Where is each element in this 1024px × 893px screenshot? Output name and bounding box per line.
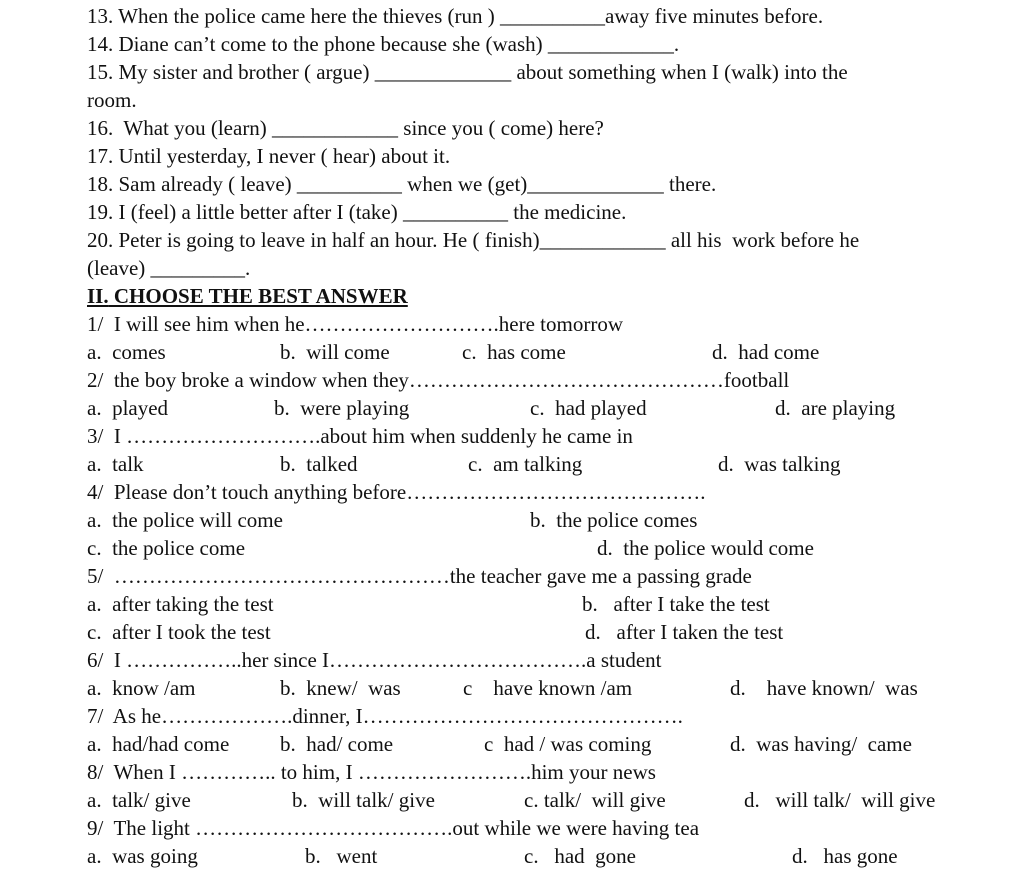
question-4-option-d: d. the police would come [597, 536, 814, 560]
question-2-option-d: d. are playing [775, 396, 896, 420]
exercise-line-20: 20. Peter is going to leave in half an hour. He ( finish)____________ all his work before he [87, 228, 860, 252]
exercise-line-20-cont: (leave) _________. [87, 256, 251, 280]
question-8-stem: 8/ When I ………….. to him, I …………………….him your news [87, 760, 656, 784]
exercise-line-13: 13. When the police came here the thieves (run ) __________away five minutes before. [87, 4, 824, 28]
question-9-stem: 9/ The light ……………………………….out while we were having tea [87, 816, 700, 840]
question-6-stem: 6/ I ……………..her since I……………………………….a student [87, 648, 662, 672]
question-7-option-a: a. had/had come [87, 732, 230, 756]
question-8-option-b: b. will talk/ give [292, 788, 435, 812]
question-6-option-a: a. know /am [87, 676, 196, 700]
question-9-option-d: d. has gone [792, 844, 898, 868]
question-3-option-c: c. am talking [468, 452, 583, 476]
question-5-option-b: b. after I take the test [582, 592, 770, 616]
question-3-option-b: b. talked [280, 452, 358, 476]
question-4-option-c: c. the police come [87, 536, 246, 560]
question-2-option-b: b. were playing [274, 396, 410, 420]
question-9-option-b: b. went [305, 844, 378, 868]
question-8-option-d: d. will talk/ will give [744, 788, 936, 812]
question-4-option-b: b. the police comes [530, 508, 698, 532]
exercise-line-15: 15. My sister and brother ( argue) _____________ about something when I (walk) into the [87, 60, 848, 84]
question-2-option-a: a. played [87, 396, 169, 420]
question-4-option-a: a. the police will come [87, 508, 283, 532]
exercise-line-17: 17. Until yesterday, I never ( hear) about it. [87, 144, 451, 168]
exercise-line-14: 14. Diane can’t come to the phone because she (wash) ____________. [87, 32, 680, 56]
question-8-option-a: a. talk/ give [87, 788, 191, 812]
section-number: II. [87, 284, 109, 308]
question-5-option-d: d. after I taken the test [585, 620, 784, 644]
question-1-option-d: d. had come [712, 340, 820, 364]
question-3-option-a: a. talk [87, 452, 144, 476]
question-7-option-d: d. was having/ came [730, 732, 912, 756]
question-4-stem: 4/ Please don’t touch anything before……………………………………. [87, 480, 706, 504]
question-6-option-d: d. have known/ was [730, 676, 918, 700]
question-6-option-c: c have known /am [463, 676, 633, 700]
section-heading [87, 284, 408, 308]
question-5-option-a: a. after taking the test [87, 592, 274, 616]
exercise-line-19: 19. I (feel) a little better after I (take) __________ the medicine. [87, 200, 627, 224]
question-9-option-a: a. was going [87, 844, 198, 868]
exercise-line-18: 18. Sam already ( leave) __________ when we (get)_____________ there. [87, 172, 717, 196]
question-5-stem: 5/ …………………………………………the teacher gave me a passing grade [87, 564, 752, 588]
question-2-option-c: c. had played [530, 396, 647, 420]
question-8-option-c: c. talk/ will give [524, 788, 666, 812]
question-1-stem: 1/ I will see him when he……………………….here tomorrow [87, 312, 623, 336]
question-9-option-c: c. had gone [524, 844, 636, 868]
question-7-option-c: c had / was coming [484, 732, 652, 756]
question-7-stem: 7/ As he……………….dinner, I………………………………………. [87, 704, 683, 728]
question-3-stem: 3/ I ……………………….about him when suddenly he came in [87, 424, 633, 448]
exercise-line-15-cont: room. [87, 88, 137, 112]
question-1-option-a: a. comes [87, 340, 166, 364]
question-2-stem: 2/ the boy broke a window when they………………………………………football [87, 368, 790, 392]
question-6-option-b: b. knew/ was [280, 676, 401, 700]
question-7-option-b: b. had/ come [280, 732, 394, 756]
section-title: CHOOSE THE BEST ANSWER [108, 284, 408, 308]
question-5-option-c: c. after I took the test [87, 620, 271, 644]
question-1-option-b: b. will come [280, 340, 390, 364]
exercise-line-16: 16. What you (learn) ____________ since you ( come) here? [87, 116, 604, 140]
question-1-option-c: c. has come [462, 340, 566, 364]
question-3-option-d: d. was talking [718, 452, 841, 476]
